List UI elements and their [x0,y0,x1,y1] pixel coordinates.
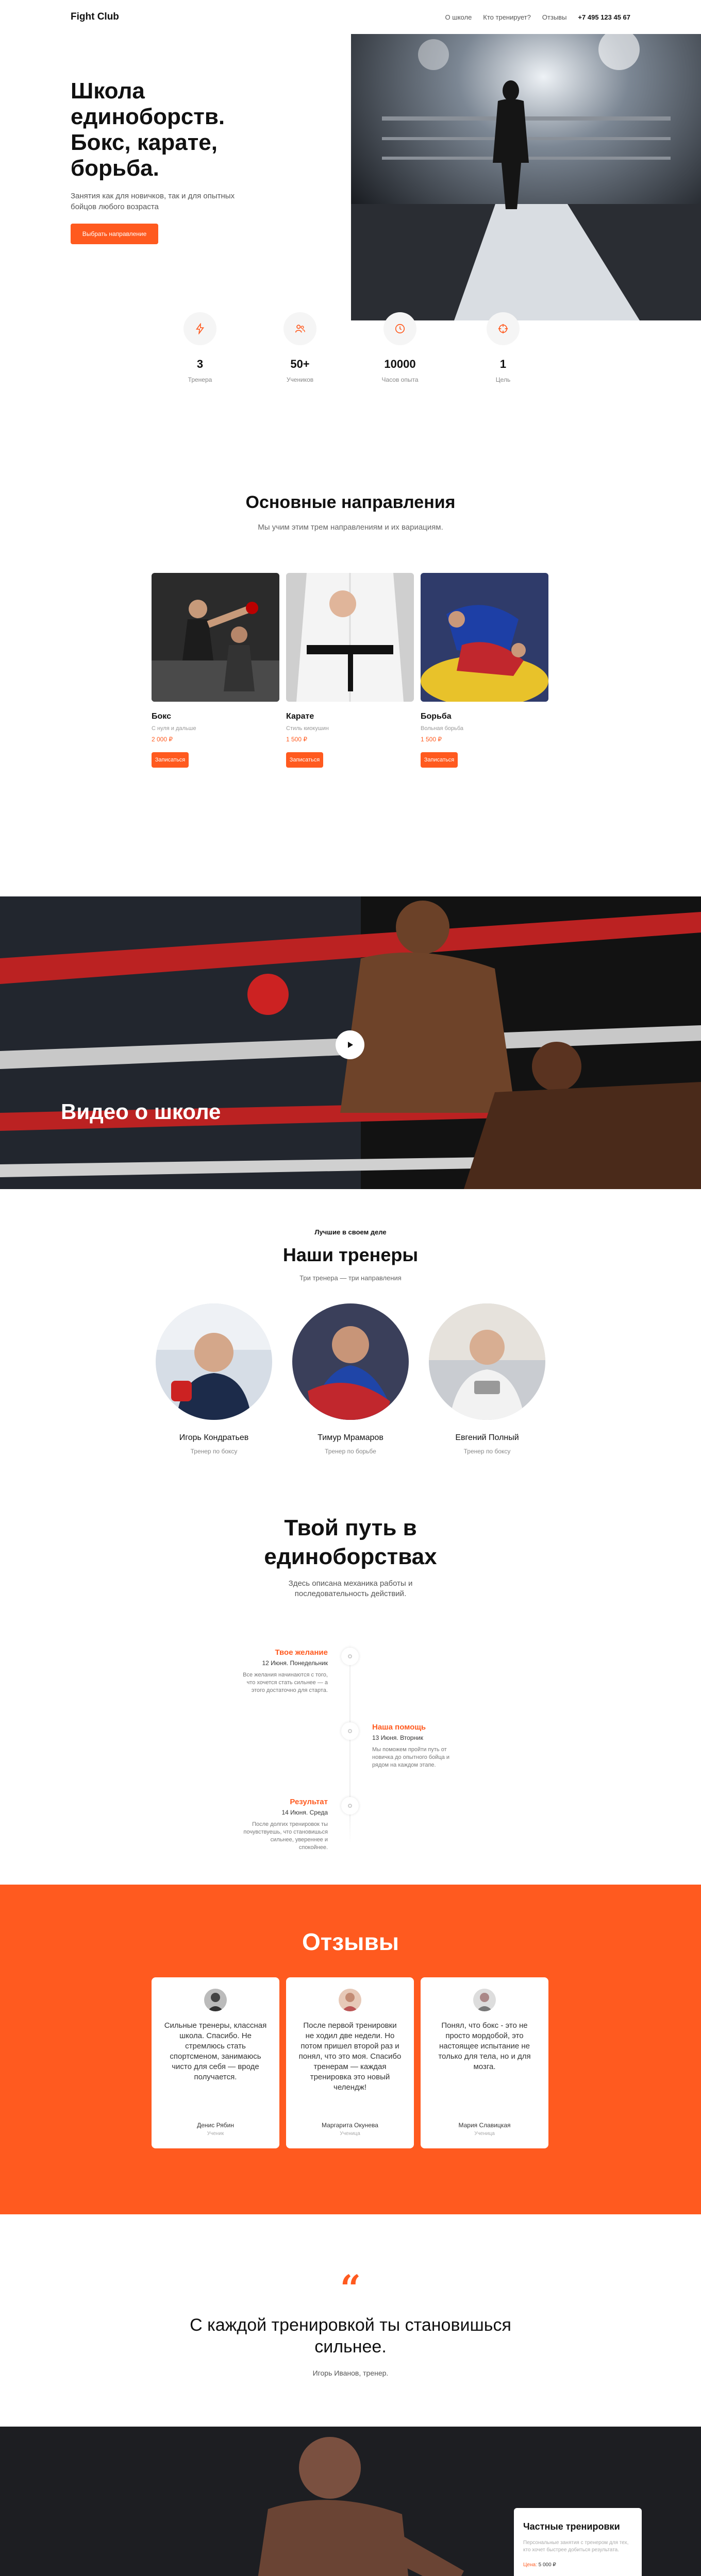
review-role: Ученик [207,2131,224,2137]
step-date: 12 Июня. Понедельник [262,1659,328,1667]
wrestling-image [421,573,548,702]
logo[interactable]: Fight Club [71,11,119,22]
stat-value: 1 [499,358,507,370]
review-card [286,1977,414,2148]
card-title: Бокс [152,712,171,721]
step-date: 13 Июня. Вторник [372,1734,423,1741]
trainer-card[interactable] [428,1303,546,1455]
trainer-role: Тренер по борьбе [325,1448,376,1455]
step-text: После долгих тренировок ты почувствуешь, что становишься сильнее, увереннее и спокойнее. [243,1821,328,1851]
trainers-title: Наши тренеры [282,1244,419,1265]
card-price: 1 500 ₽ [421,736,442,743]
direction-card-wrestling[interactable] [421,573,548,768]
review-author: Маргарита Окунева [322,2122,378,2129]
users-icon [294,323,306,334]
avatar [339,1989,361,2011]
directions-title: Основные направления [245,493,456,512]
step-title: Результат [290,1798,328,1806]
site-header [0,0,701,34]
signup-button[interactable]: Записаться [286,752,323,768]
quote-mark-icon: “ [340,2267,361,2310]
karate-image [286,573,414,702]
stat-label: Учеников [286,376,314,383]
timeline-step [372,1723,460,1769]
step-title: Наша помощь [372,1723,426,1732]
hero-subtitle: Занятия как для новичков, так и для опытных бойцов любого возраста [71,192,235,211]
hero-section [0,34,701,276]
trainer-name: Евгений Полный [455,1433,519,1442]
avatar [473,1989,496,2011]
private-training-section [0,2427,701,2576]
reviews-section [0,1885,701,2214]
quote-text: С каждой тренировкой ты становишься сильнее. [190,2315,511,2357]
video-play-button[interactable] [336,1030,364,1059]
trainer-role: Тренер по боксу [190,1448,238,1455]
nav-link-about[interactable]: О школе [445,13,472,21]
card-subtitle: С нуля и дальше [152,725,196,732]
trainer-name: Игорь Кондратьев [179,1433,249,1442]
signup-button[interactable]: Записаться [152,752,189,768]
direction-card-karate[interactable] [286,573,414,768]
private-training-card [514,2508,642,2576]
review-author: Денис Рябин [197,2122,234,2129]
top-nav [445,13,630,21]
stat-value: 3 [196,358,204,370]
stat-label: Тренера [188,376,212,383]
path-subtitle: Здесь описана механика работы и последовательность действий. [288,1579,413,1598]
stat-goal [480,312,526,383]
lightning-icon [194,323,206,334]
step-text: Все желания начинаются с того, что хочется стать сильнее — а этого достаточно для старта. [243,1672,328,1693]
nav-link-trainers[interactable]: Кто тренирует? [483,13,531,21]
review-author: Мария Славицкая [458,2122,511,2129]
review-text: После первой тренировки не ходил две недели. Но потом пришел второй раз и понял, что это моя. Спасибо тренерам — каждая тренировка это новый челендж! [298,2021,402,2092]
directions-subtitle: Мы учим этим трем направлениям и их вариациям. [258,523,443,532]
video-section [0,896,701,1189]
target-icon [497,323,509,334]
private-price [523,2562,632,2568]
review-text: Сильные тренеры, классная школа. Спасибо. Не стремлюсь стать спортсменом, занимаюсь чисто для себя — вроде получается. [164,2021,267,2081]
price-value: 5 000 ₽ [538,2562,556,2568]
path-title: Твой путь в единоборствах [264,1515,437,1569]
review-card [421,1977,548,2148]
review-text: Понял, что бокс - это не просто мордобой, это настоящее испытание не только для тела, но и для мозга. [438,2021,531,2071]
card-price: 1 500 ₽ [286,736,307,743]
private-description: Персональные занятия с тренером для тех, кто хочет быстрее добиться результата. [523,2540,629,2553]
stat-label: Часов опыта [381,376,419,383]
direction-card-boxing[interactable] [152,573,279,768]
step-text: Мы поможем пройти путь от новичка до опытного бойца и рядом на каждом этапе. [372,1747,450,1768]
stats-section [0,276,701,441]
reviews-title: Отзывы [302,1928,399,1955]
private-title: Частные тренировки [523,2521,620,2532]
trainer-card[interactable] [291,1303,410,1455]
trainer-photo [292,1303,409,1420]
trainers-subtitle: Три тренера — три направления [299,1274,402,1282]
play-icon [345,1040,355,1049]
stat-trainers [177,312,223,383]
quote-section [0,2214,701,2427]
price-label: Цена: [523,2562,537,2568]
step-date: 14 Июня. Среда [281,1809,328,1816]
avatar [204,1989,227,2011]
review-card [152,1977,279,2148]
card-subtitle: Стиль киокушин [286,725,329,732]
card-price: 2 000 ₽ [152,736,173,743]
trainers-kicker: Лучшие в своем деле [314,1228,387,1236]
trainer-photo [156,1303,272,1420]
stat-value: 10000 [384,358,416,370]
quote-author: Игорь Иванов, тренер. [312,2369,389,2377]
choose-direction-button[interactable]: Выбрать направление [71,224,158,244]
boxing-image [152,573,279,702]
timeline-dot [341,1722,359,1740]
nav-link-reviews[interactable]: Отзывы [542,13,567,21]
video-title: Видео о школе [61,1099,221,1124]
trainer-card[interactable] [155,1303,273,1455]
timeline-dot [341,1648,359,1665]
stat-value: 50+ [290,358,310,370]
trainers-section [0,1189,701,1493]
stat-label: Цель [495,376,511,383]
hero-title: Школа единоборств. Бокс, карате, борьба. [71,78,225,181]
review-role: Ученица [474,2131,495,2137]
trainer-role: Тренер по боксу [463,1448,511,1455]
header-phone[interactable]: +7 495 123 45 67 [578,13,630,21]
timeline-dot [341,1797,359,1815]
path-section [0,1493,701,1885]
stat-students [277,312,323,383]
signup-button[interactable]: Записаться [421,752,458,768]
stat-hours [377,312,423,383]
timeline-step [240,1798,328,1852]
card-subtitle: Вольная борьба [421,725,463,732]
directions-section [0,441,701,788]
trainer-photo [429,1303,545,1420]
step-title: Твое желание [275,1648,328,1657]
review-role: Ученица [340,2131,360,2137]
card-title: Карате [286,712,314,721]
timeline-step [240,1649,328,1694]
clock-icon [394,323,406,334]
trainer-name: Тимур Мрамаров [318,1433,383,1442]
card-title: Борьба [421,712,452,721]
